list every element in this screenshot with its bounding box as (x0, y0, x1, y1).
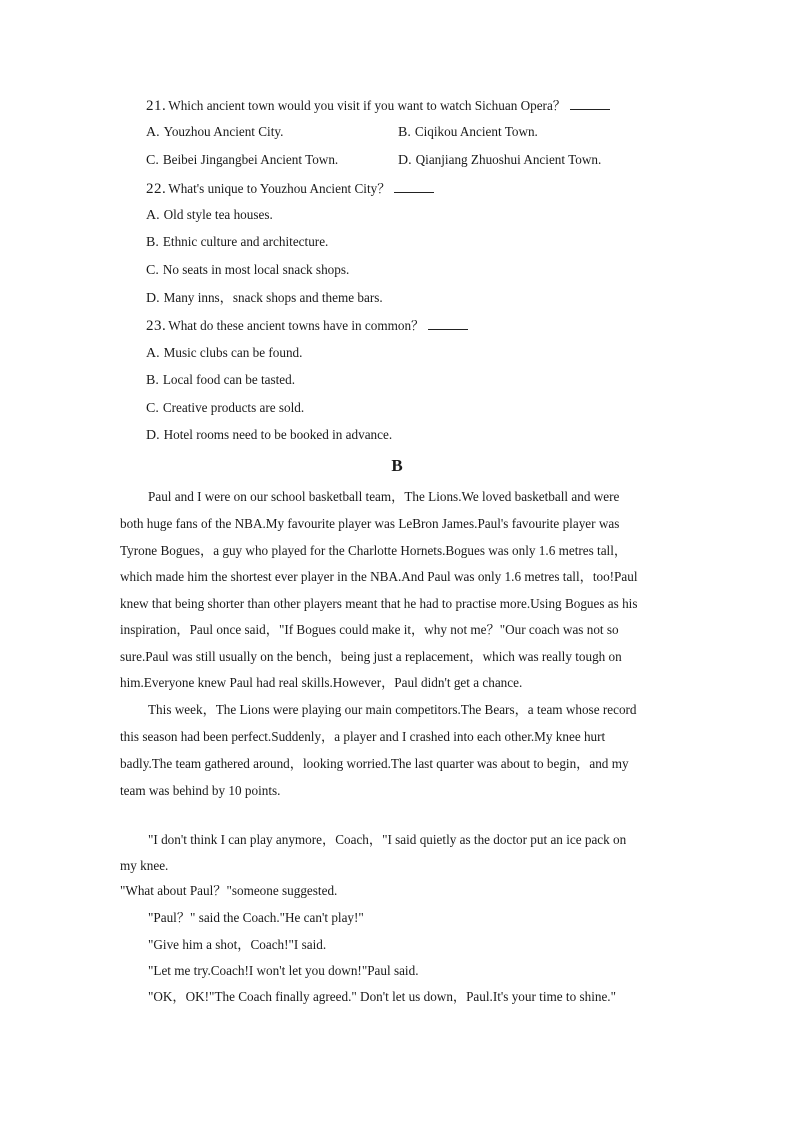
dialogue-line: "OK，OK!"The Coach finally agreed." Don't let us down，Paul.It's your time to shine." (148, 989, 616, 1004)
option-text: Qianjiang Zhuoshui Ancient Town. (415, 152, 602, 167)
paragraph-line: Tyrone Bogues，a guy who played for the Charlotte Hornets.Bogues was only 1.6 metres tall， (120, 543, 628, 558)
option-letter: D. (146, 428, 160, 443)
paragraph-line: my knee. (120, 858, 169, 873)
question-number: 22. (146, 181, 167, 197)
dialogue-line: "Let me try.Coach!I won't let you down!"Paul said. (148, 963, 419, 978)
question-22 (146, 180, 434, 197)
option-text: Old style tea houses. (163, 207, 273, 222)
option-letter: A. (146, 208, 160, 223)
paragraph-line: both huge fans of the NBA.My favourite player was LeBron James.Paul's favourite player was (120, 516, 620, 531)
option-text: Youzhou Ancient City. (163, 124, 284, 139)
option-letter: A. (146, 125, 160, 140)
option-letter: B. (146, 235, 159, 250)
option-23-a (146, 345, 302, 362)
paragraph-line: knew that being shorter than other players meant that he had to practise more.Using Bogues as his (120, 596, 638, 611)
option-letter: D. (146, 291, 160, 306)
option-23-d (146, 427, 392, 444)
paragraph-line: Paul and I were on our school basketball team，The Lions.We loved basketball and were (148, 489, 620, 504)
question-number: 23. (146, 318, 167, 334)
option-21-c (146, 152, 338, 169)
option-text: No seats in most local snack shops. (162, 262, 350, 277)
option-text: Ethnic culture and architecture. (162, 234, 329, 249)
paragraph-line: which made him the shortest ever player in the NBA.And Paul was only 1.6 metres tall，too!Paul (120, 569, 638, 584)
option-text: Creative products are sold. (162, 400, 305, 415)
paragraph-line: badly.The team gathered around，looking worried.The last quarter was about to begin，and my (120, 756, 629, 771)
option-text: Ciqikou Ancient Town. (414, 124, 538, 139)
answer-blank[interactable] (394, 180, 434, 193)
paragraph-line: this season had been perfect.Suddenly，a player and I crashed into each other.My knee hurt (120, 729, 606, 744)
section-title: B (391, 456, 403, 475)
option-22-c (146, 262, 349, 279)
option-22-b (146, 234, 328, 251)
option-letter: B. (398, 125, 411, 140)
option-23-c (146, 400, 304, 417)
option-23-b (146, 372, 295, 389)
question-text: What do these ancient towns have in common？ (168, 318, 425, 333)
paragraph-line: "I don't think I can play anymore，Coach，"I said quietly as the doctor put an ice pack on (148, 832, 627, 847)
question-number: 21. (146, 98, 167, 114)
question-23 (146, 317, 468, 334)
option-letter: D. (398, 153, 412, 168)
option-22-d (146, 290, 383, 307)
paragraph-line: team was behind by 10 points. (120, 783, 281, 798)
option-letter: A. (146, 346, 160, 361)
answer-blank[interactable] (570, 97, 610, 110)
option-letter: C. (146, 263, 159, 278)
option-letter: C. (146, 153, 159, 168)
option-text: Music clubs can be found. (163, 345, 303, 360)
option-21-d (398, 152, 601, 169)
option-22-a (146, 207, 273, 224)
option-text: Local food can be tasted. (162, 372, 296, 387)
dialogue-line: "What about Paul？"someone suggested. (120, 883, 338, 898)
question-text: Which ancient town would you visit if you want to watch Sichuan Opera？ (168, 98, 566, 113)
option-21-b (398, 124, 538, 141)
answer-blank[interactable] (428, 317, 468, 330)
option-21-a (146, 124, 283, 141)
paragraph-line: This week，The Lions were playing our main competitors.The Bears，a team whose record (148, 702, 637, 717)
paragraph-line: sure.Paul was still usually on the bench，being just a replacement，which was really tough on (120, 649, 622, 664)
option-text: Hotel rooms need to be booked in advance. (163, 427, 393, 442)
option-letter: C. (146, 401, 159, 416)
dialogue-line: "Give him a shot，Coach!"I said. (148, 937, 327, 952)
option-letter: B. (146, 373, 159, 388)
option-text: Many inns，snack shops and theme bars. (163, 290, 383, 305)
dialogue-line: "Paul？" said the Coach."He can't play!" (148, 910, 364, 925)
question-21 (146, 97, 610, 114)
question-text: What's unique to Youzhou Ancient City？ (168, 181, 391, 196)
paragraph-line: inspiration，Paul once said，"If Bogues could make it，why not me？"Our coach was not so (120, 622, 619, 637)
paragraph-line: him.Everyone knew Paul had real skills.However，Paul didn't get a chance. (120, 675, 523, 690)
option-text: Beibei Jingangbei Ancient Town. (162, 152, 339, 167)
